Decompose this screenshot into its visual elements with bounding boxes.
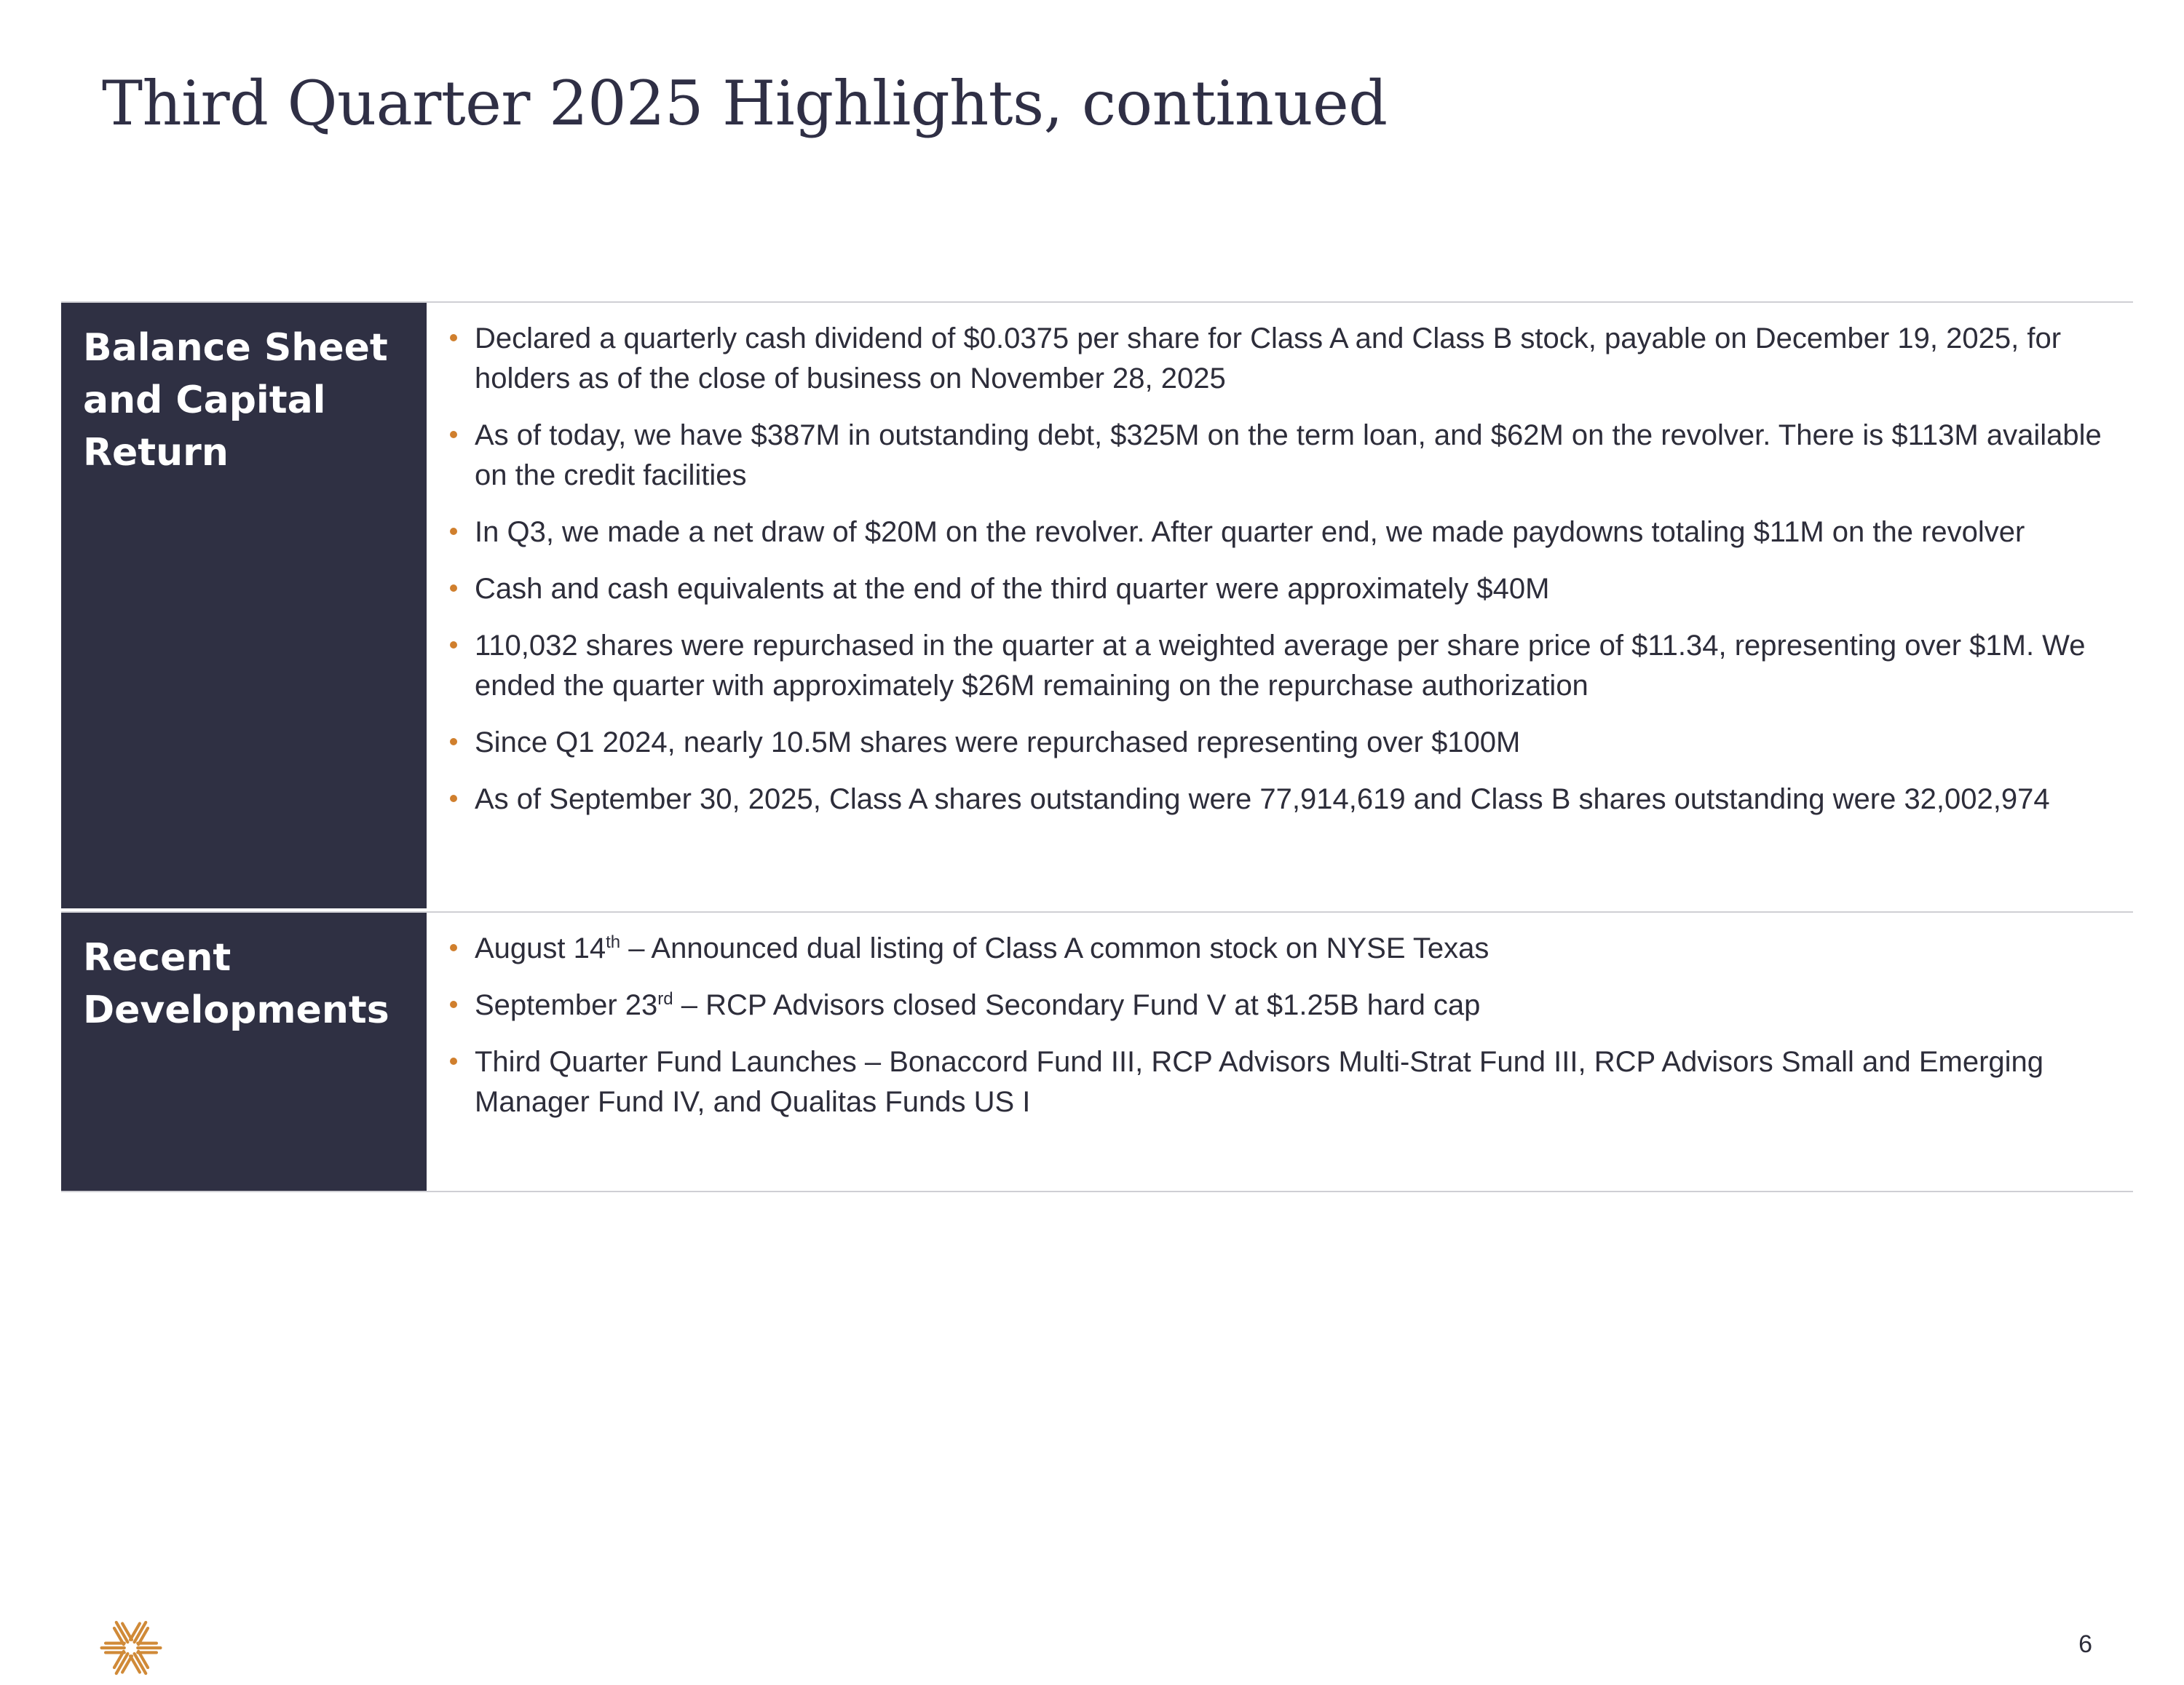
- bullet-date: September 23: [475, 989, 658, 1021]
- section-label-balance-sheet: [61, 303, 427, 908]
- bullet-item-repurchase-quarter: 110,032 shares were repurchased in the quarter at a weighted average per share price of $11.34, representing over $1M. We ended the quarter with approximately $26M remaining on the repurchase authorization: [475, 626, 2118, 706]
- section-label-line: and Capital: [83, 378, 326, 422]
- bullet-item-fund-launches: Third Quarter Fund Launches – Bonaccord Fund III, RCP Advisors Multi-Strat Fund III, RCP Advisors Small and Emerging Manager Fund IV, and Qualitas Funds US I: [475, 1042, 2118, 1122]
- section-label-line: Balance Sheet: [83, 326, 388, 370]
- recent-developments-section: [61, 911, 2133, 1192]
- bullet-item-dividend: Declared a quarterly cash dividend of $0.0375 per share for Class A and Class B stock, payable on December 19, 2025, for holders as of the close of business on November 28, 2025: [475, 319, 2118, 399]
- bullet-item-debt: As of today, we have $387M in outstanding debt, $325M on the term loan, and $62M on the revolver. There is $113M available on the credit facilities: [475, 416, 2118, 496]
- bullet-item-secondary-fund: [475, 986, 2118, 1026]
- ordinal-suffix: th: [606, 932, 621, 952]
- section-label-line: Return: [83, 431, 229, 475]
- bullet-item-cash: Cash and cash equivalents at the end of the third quarter were approximately $40M: [475, 569, 2118, 609]
- page-number: 6: [2078, 1630, 2092, 1658]
- bullet-item-nyse-texas: [475, 929, 2118, 969]
- slide-title: Third Quarter 2025 Highlights, continued: [102, 68, 1388, 139]
- balance-sheet-section: [61, 301, 2133, 908]
- bullet-text: – Announced dual listing of Class A common stock on NYSE Texas: [620, 932, 1489, 964]
- ordinal-suffix: rd: [657, 989, 673, 1009]
- section-label-recent-developments: [61, 913, 427, 1191]
- section-label-line: Recent: [83, 936, 232, 980]
- bullet-item-repurchase-total: Since Q1 2024, nearly 10.5M shares were repurchased representing over $100M: [475, 723, 2118, 763]
- balance-sheet-bullet-list: [427, 303, 2133, 908]
- starburst-logo-icon: [98, 1614, 165, 1681]
- bullet-item-shares-outstanding: As of September 30, 2025, Class A shares outstanding were 77,914,619 and Class B shares outstanding were 32,002,974: [475, 780, 2118, 820]
- bullet-date: August 14: [475, 932, 606, 964]
- bullet-text: – RCP Advisors closed Secondary Fund V at $1.25B hard cap: [673, 989, 1481, 1021]
- section-label-line: Developments: [83, 988, 389, 1032]
- recent-developments-bullet-list: [427, 913, 2133, 1191]
- bullet-item-revolver: In Q3, we made a net draw of $20M on the revolver. After quarter end, we made paydowns totaling $11M on the revolver: [475, 512, 2118, 552]
